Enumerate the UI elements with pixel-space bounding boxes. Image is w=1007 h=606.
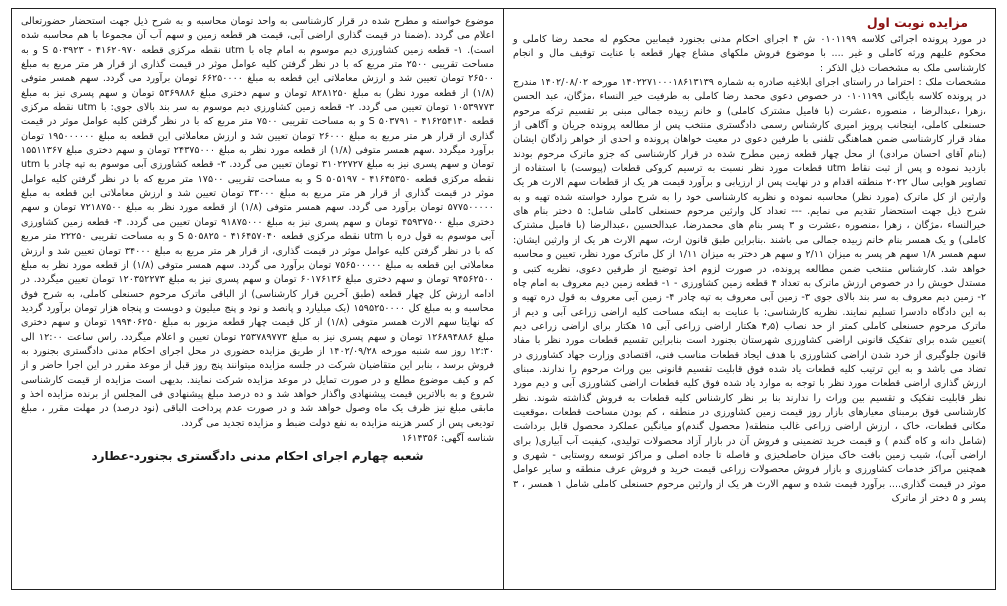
intro-paragraph: در مورد پرونده اجرائی کلاسه ۰۱۰۱۱۹۹ ش ۴ اجرای احکام مدنی بجنورد فیمابین محکوم له محمد رضا کاملی و محکوم علیهم ورثه کاملی و غیر .... با موضوع فروش ملکهای مشاع چهار قطعه با عنایت توقیف مال و انجام کارشناسی ملک به مشخصات ذیل الذکر : xyxy=(513,34,986,74)
property-details-paragraph: مشخصات ملک : احتراما در راستای اجرای ابلاغیه صادره به شماره ۱۴۰۲۲۷۱۰۰۰۱۸۶۱۳۱۳۹ مورخه ۱۴۰۲/۰۸/۰۲ مندرج در پرونده کلاسه بایگانی ۰۱۰۱۱۹۹ در خصوص دعوی محمد رضا کاملی به طرفیت خیر النساء ،مژگان، عبد الحسن ،زهرا ،عبدالرضا ، منصوره ،عشرت (با فامیل مشترک کاملی) و خانم زبیده جمالی مبنی بر تقسیم ترکه مرحوم حسنعلی کاملی، اینجانب پرویز امیری کارشناس رسمی دادگستری منتخب پس از مطالعه پرونده جریان و آگاهی از مفاد قرار کارشناسی ضمن هماهنگی تلفنی با طرفین دعوی در معیت خواهان پرونده و احدی از خواهر زادگان ایشان (بنام آقای احسان مرادی) از محل چهار قطعه زمین مطرح شده در قرار کارشناسی که جزو ماترک مرحوم بودند بازدید نموده و پس از ثبت نقاط utm قطعات مورد نظر نسبت به ترسیم کروکی قطعات (پیوست) با استفاده از تصاویر هوایی سال ۲۰۲۲ منطقه اقدام و در نهایت پس از ارزیابی و برآورد قیمت هر یک از قطعات سهم الارث هر یک وارثین از کل ماترک (مورد نظر) محاسبه نموده و نظریه کارشناسی خود را به شرح موارد خواسته شده تهیه و به شرح ذیل جهت استحضار تقدیم می نمایم. --- تعداد کل وارثین مرحوم حسنعلی کاملی شامل: ۵ دختر بنام های خیرالنساء ،مژگان ، زهرا ،منصوره ،عشرت و ۳ پسر بنام های محمدرضا، عبدالحسین ،عبدالرضا (با فامیل مشترک کاملی) و یک همسر بنام خانم زبیده جمالی می باشند .بنابراین طبق قانون ارث، سهم الارث هر یک از وارثین ایشان: سهم همسر ۱/۸ سهم هر پسر به میزان ۲/۱۱ و سهم هر دختر به میزان ۱/۱۱ از کل ماترک مورد نظر، تعیین و محاسبه خواهد شد. کارشناس منتخب ضمن مطالعه پرونده، در صورت لزوم اخذ توضیح از طرفین دعوی، نظریه کتبی و مستدل خویش را در خصوص ارزش ماترک به تعداد ۴ قطعه زمین کشاورزی - ۱- قطعه زمین دیم معروف به امام چاه ۲- زمین دیم معروف به سر بند بالای جوی ۳- زمین آبی معروف به تپه چادر ۴- زمین آبی معروف به قول دره تهیه و به این دادگاه دادسرا تسلیم نمایند. نظریه کارشناسی: با عنایت به اینکه مساحت کلیه اراضی زراعی آبی و دیم از ماترک مرحوم حسنعلی کاملی کمتر از حد نصاب (۴٫۵ هکتار اراضی زراعی آبی ۱۵ هکتار برای اراضی زراعی دیم )تعیین شده برای تفکیک قانونی اراضی کشاورزی شهرستان بجنورد است بنابراین تقسیم قطعات مورد نظر با مفاد قانون جلوگیری از خرد شدن اراضی کشاورزی با هدف ایجاد قطعات مناسب فنی، اقتصادی وزارت جهاد کشاورزی در تضاد می باشد و به این ترتیب کلیه قطعات یاد شده فوق قابلیت تقسیم قانونی بین وراث مرحوم را ندارند. مبنای ارزش گذاری اراضی قطعات مورد نظر با توجه به موارد یاد شده فوق کلیه قطعات اراضی کشاورزی آبی و دیم مورد نظر قابلیت تفکیک و تقسیم بین وراث را ندارند بنا بر نظر کارشناس کلیه قطعات به فروش گذاشته شوند. نظر کارشناسی فوق برمبنای معیارهای بازار روز قیمت زمین کشاورزی در منطقه ، کم بودن مساحت قطعات ،موقعیت مکانی قطعات، خاک ، ارزش اراضی زراعی غالب منطقه( محصول گندم)و میانگین عملکرد محصول قابل برداشت (شامل دانه و کاه گندم ) و قیمت خرید تضمینی و فروش آن در بازار آزاد محصولات تولیدی، کیفیت آب آبیاری( برای اراضی آبی)، شیب زمین بافت خاک میزان حاصلخیزی و فاصله تا جاده اصلی و مراکز توسعه روستایی - شهری و همچنین مراکز خدمات کشاورزی و بازار فروش محصولات زراعی قیمت خرید و فروش عرف منطقه و سایر عوامل موثر در قیمت گذاری.... برآورد قیمت شده و سهم الارث هر یک از وارثین مرحوم حسنعلی کاملی شامل ۱ همسر ، ۳ پسر و ۵ دختر از ماترک xyxy=(513,77,987,504)
right-column xyxy=(504,9,995,589)
left-column xyxy=(12,9,504,589)
ad-code xyxy=(21,432,494,446)
notice-columns xyxy=(12,9,995,589)
signature-line: شعبه چهارم اجرای احکام مدنی دادگستری بجنورد-عطارد xyxy=(91,449,424,464)
valuation-paragraph: موضوع خواسته و مطرح شده در قرار کارشناسی به واحد تومان محاسبه و به شرح ذیل جهت استحضار حضورتعالی اعلام می گردد .(ضمنا در قیمت گذاری اراضی آبی، قیمت هر قطعه زمین و سهم آب آن مجموعا با هم محاسبه شده است). ۱- قطعه زمین کشاورزی دیم موسوم به امام چاه با utm نقطه مرکزی قطعه ۴۱۶۲۰۹۷۰ - ۵۰۳۹۲۳ S و به مساحت تقریبی ۲۵۰۰ متر مربع که با در نظر گرفتن کلیه عوامل موثر در قیمت گذاری از قرار هر متر مربع به مبلغ ۲۶۵۰۰ تومان تعیین شد و ارزش معاملاتی این قطعه به مبلغ ۶۶۲۵۰۰۰۰ تومان برآورد می گردد. سهم همسر متوفی (۱/۸) از قطعه مورد نظر) به مبلغ ۸۲۸۱۲۵۰ تومان و سهم دختری مبلغ ۵۳۶۹۸۸۶ تومان و سهم پسری نیز به مبلغ ۱۰۵۳۹۷۷۳ تومان تعیین می گردد. ۲- قطعه زمین کشاورزی دیم موسوم به سر بند بالای جوی: با utm نقطه مرکزی قطعه ۴۱۶۲۵۴۱۴۰ - ۵۰۳۷۹۱ S و به مساحت تقریبی ۷۵۰۰ متر مربع که با در نظر گرفتن کلیه عوامل موثر در قیمت گذاری از قرار هر متر مربع به مبلغ ۲۶۰۰۰ تومان تعیین شد و ارزش معاملاتی این قطعه به مبلغ ۱۹۵۰۰۰۰۰۰ تومان برآورد میگردد .سهم همسر متوفی (۱/۸) از قطعه مورد نظر به مبلغ ۲۴۳۷۵۰۰۰ تومان و سهم دختری مبلغ ۱۵۵۱۱۳۶۷ تومان و سهم پسری نیز به مبلغ ۳۱۰۲۲۷۲۷ تومان تعیین می گردد. ۳- قطعه کشاورزی آبی موسوم به تپه چادر با utm نقطه مرکزی قطعه ۴۱۶۴۵۳۵۰ - ۵۰۵۱۹۷ S و به مساحت تقریبی ۱۷۵۰۰ متر مربع که با در نظر گرفتن کلیه عوامل موثر در قیمت گذاری از قرار هر متر مربع به مبلغ ۳۳۰۰۰ تومان تعیین شد و ارزش معاملاتی این قطعه به مبلغ ۵۷۷۵۰۰۰۰۰ تومان برآورد می گردد. سهم همسر متوفی (۱/۸) از قطعه مورد نظر به مبلغ ۷۲۱۸۷۵۰۰ تومان و سهم دختری مبلغ ۴۵۹۳۷۵۰۰ تومان و سهم پسری نیز به مبلغ ۹۱۸۷۵۰۰۰ تومان تعیین می گردد. ۴- قطعه زمین کشاورزی آبی موسوم به قول دره با utm نقطه مرکزی قطعه ۴۱۶۴۵۷۰۴۰ - ۵۰۵۸۲۵ S و به مساحت تقریبی ۲۲۲۵۰ متر مربع که با در نظر گرفتن کلیه عوامل موثر در قیمت گذاری، از قرار هر متر مربع به مبلغ ۳۴۰۰۰ تومان تعیین شد و ارزش معاملاتی این قطعه به مبلغ ۷۵۶۵۰۰۰۰۰ تومان برآورد می گردد. سهم همسر متوفی (۱/۸) از قطعه مورد نظر به مبلغ ۹۴۵۶۲۵۰۰ تومان و سهم دختری مبلغ ۶۰۱۷۶۱۳۶ تومان و سهم پسری نیز به مبلغ ۱۲۰۳۵۲۲۷۳ تومان تعیین میگردد. در ادامه ارزش کل چهار قطعه (طبق آخرین قرار کارشناسی) از الباقی ماترک مرحوم حسنعلی کاملی، به شرح فوق محاسبه و به مبلغ کل ۱۵۹۵۲۵۰۰۰۰ (یک میلیارد و پانصد و نود و پنج میلیون و دویست و پنجاه هزار تومان برآورد گردید که نهایتا سهم الارث همسر متوفی (۱/۸) از کل قیمت چهار قطعه مزبور به مبلغ ۱۹۹۴۰۶۲۵۰ تومان و سهم دختری مبلغ ۱۲۶۸۹۴۸۸۶ تومان و سهم پسری نیز به مبلغ ۲۵۳۷۸۹۷۷۳ تومان تعیین و اعلام میگردد. راس ساعت ۱۲:۰۰ الی ۱۲:۳۰ روز سه شنبه مورخه ۱۴۰۲/۰۹/۲۸ از طریق مزایده حضوری در محل اجرای احکام مدنی دادگستری بجنورد به فروش برسد ، بنابر این متقاضیان شرکت در جلسه مزایده میتوانند پنج روز قبل از موعد مقرر در این اجرا حاضر و از کم و کیف موضوع مطلع و در صورت تمایل در موعد مزایده شرکت نمایند. بدیهی است مزایده از قیمت کارشناسی شروع و به بالاترین قیمت پیشنهادی واگذار خواهد شد و ده درصد مبلغ پیشنهادی فی المجلس از برنده مزایده اخذ و مابقی مبلغ نیز ظرف یک ماه وصول خواهد شد و در صورت عدم پرداخت الباقی (نود درصد) در مهلت مقرر ، مبلغ تودیعی پس از کسر هزینه مزایده به نفع دولت ضبط و مزایده تجدید می گردد. xyxy=(21,16,495,429)
ad-code-label: شناسه آگهی: xyxy=(441,432,494,444)
notice-title: مزایده نوبت اول xyxy=(866,15,968,30)
auction-notice xyxy=(11,8,996,590)
ad-code-value: ۱۶۱۴۳۵۶ xyxy=(401,432,438,444)
